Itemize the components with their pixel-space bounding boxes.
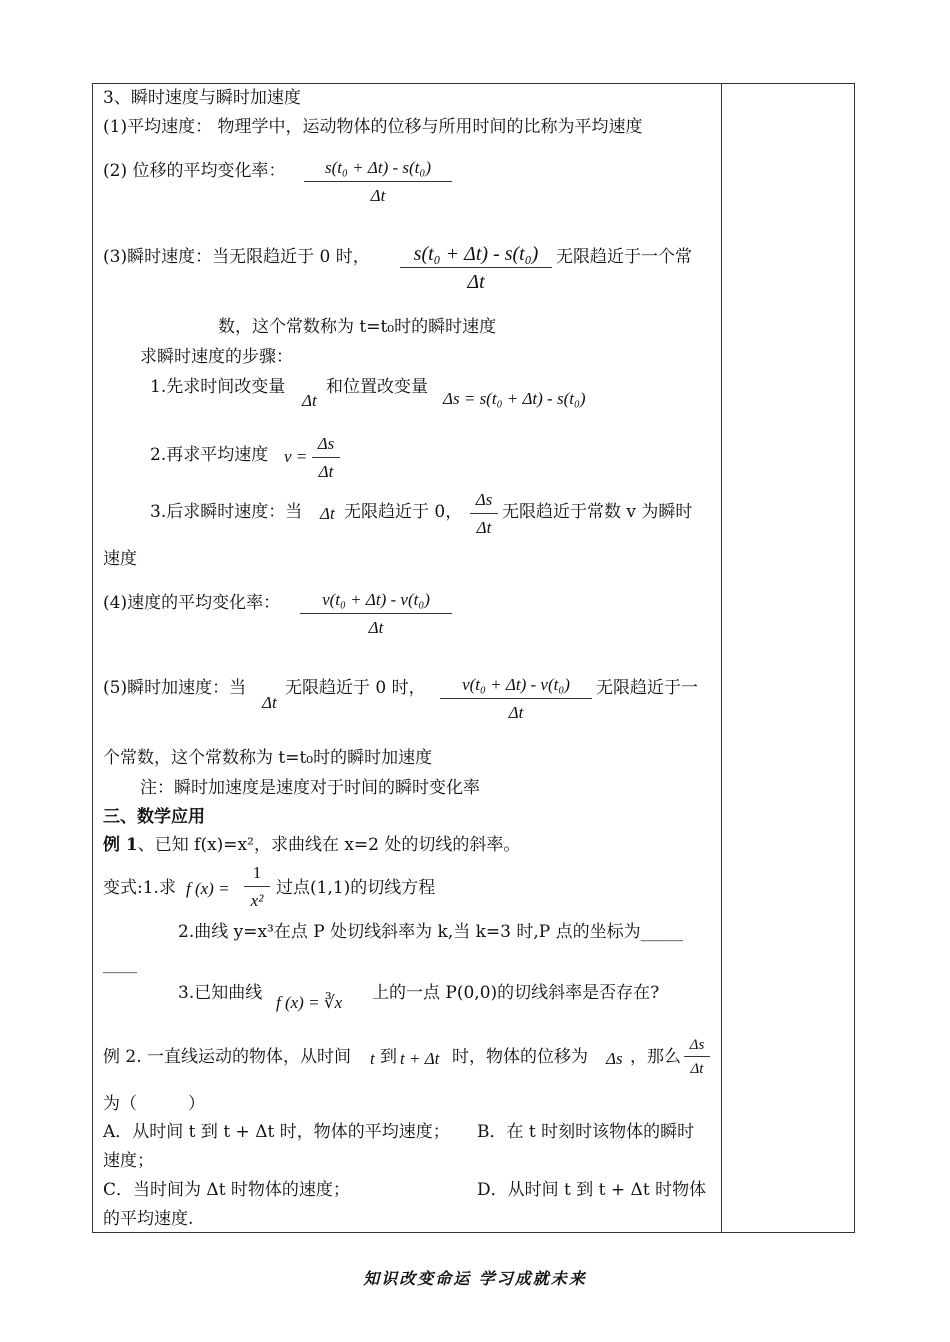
step-3: 3.后求瞬时速度：当: [150, 502, 303, 522]
variant-3-formula: f (x) = ∛x: [276, 993, 343, 1012]
example-2-post: ，那么: [630, 1047, 681, 1067]
fraction-denominator: Δt: [476, 518, 492, 537]
step-1: 1.先求时间改变量: [150, 377, 286, 397]
variant-1-fx: f (x) =: [186, 879, 230, 898]
option-c: C．当时间为 Δt 时物体的速度；: [103, 1180, 350, 1200]
fraction-numerator: s(t₀ + Δt) - s(t₀): [400, 241, 552, 268]
fraction-numerator: v(t₀ + Δt) - v(t₀): [440, 672, 592, 699]
steps-title: 求瞬时速度的步骤：: [140, 347, 293, 367]
fraction-denominator: Δt: [467, 271, 485, 293]
fraction-denominator: Δt: [508, 703, 524, 722]
inst-acc-fraction: [440, 672, 592, 727]
vel-rate-fraction: [300, 587, 452, 642]
inst-acc-post: 无限趋近于一: [596, 678, 698, 698]
step-2-v: v =: [284, 447, 308, 466]
fraction-numerator: v(t₀ + Δt) - v(t₀): [300, 587, 452, 614]
inst-speed-fraction: [400, 241, 552, 296]
avg-speed-def: (1)平均速度： 物理学中，运动物体的位移与所用时间的比称为平均速度: [103, 117, 643, 137]
fraction-denominator: Δt: [690, 1061, 704, 1077]
variant-1-fraction: [244, 860, 270, 915]
option-b-cont: 速度；: [103, 1151, 154, 1171]
variant-2-cont: ____: [103, 954, 137, 974]
app-heading: 三、数学应用: [103, 807, 205, 827]
example-2-to: 到: [380, 1047, 397, 1067]
step-3-fraction: [470, 487, 498, 542]
example-2-t: t: [370, 1049, 375, 1068]
inst-speed-text-cont: 数，这个常数称为 t=t₀时的瞬时速度: [218, 317, 497, 337]
option-b: B．在 t 时刻时该物体的瞬时: [477, 1122, 695, 1142]
variant-1: 变式:1.求: [103, 878, 176, 898]
option-d-cont: 的平均速度.: [103, 1209, 194, 1229]
step-1-formula: Δs = s(t₀ + Δt) - s(t₀): [443, 389, 586, 408]
inst-acc-dt: Δt: [262, 693, 277, 712]
example-2-is: 为（ ）: [103, 1094, 205, 1114]
column-divider: [721, 83, 722, 1233]
step-3-mid: 无限趋近于 0，: [344, 502, 463, 522]
disp-rate-fraction: [304, 155, 452, 210]
fraction-numerator: 1: [244, 860, 270, 887]
step-2: 2.再求平均速度: [150, 445, 269, 465]
example-2-ds: Δs: [606, 1049, 623, 1068]
fraction-numerator: Δs: [684, 1034, 710, 1057]
example-1-text: 、已知 f(x)=x²，求曲线在 x=2 处的切线的斜率。: [137, 835, 521, 855]
example-1-label: 例 1: [103, 835, 138, 855]
inst-speed-text: (3)瞬时速度：当无限趋近于 0 时，: [103, 247, 370, 267]
disp-rate-label: (2) 位移的平均变化率：: [103, 161, 286, 181]
fraction-numerator: Δs: [312, 431, 340, 458]
variant-3: 3.已知曲线: [178, 983, 263, 1003]
step-3-cont: 速度: [103, 549, 137, 569]
section-heading: 3、瞬时速度与瞬时加速度: [103, 88, 301, 108]
fraction-denominator: Δt: [318, 462, 334, 481]
step-1-mid: 和位置改变量: [326, 377, 428, 397]
step-3-post: 无限趋近于常数 v 为瞬时: [502, 502, 693, 522]
option-a: A．从时间 t 到 t + Δt 时，物体的平均速度；: [103, 1122, 450, 1142]
inst-acc-cont: 个常数，这个常数称为 t=t₀时的瞬时加速度: [103, 748, 433, 768]
fraction-numerator: s(t₀ + Δt) - s(t₀): [304, 155, 452, 182]
variant-2: 2.曲线 y=x³在点 P 处切线斜率为 k,当 k=3 时,P 点的坐标为_____: [178, 922, 684, 942]
vel-rate-label: (4)速度的平均变化率：: [103, 593, 281, 613]
note: 注：瞬时加速度是速度对于时间的瞬时变化率: [140, 778, 480, 798]
option-d: D．从时间 t 到 t + Δt 时物体: [477, 1180, 707, 1200]
fraction-denominator: Δt: [370, 186, 386, 205]
inst-acc-text: (5)瞬时加速度：当: [103, 678, 247, 698]
inst-acc-mid: 无限趋近于 0 时，: [285, 678, 426, 698]
step-2-fraction: [312, 431, 340, 486]
page-footer: 知识改变命运 学习成就未来: [363, 1269, 587, 1288]
example-1: [103, 834, 520, 856]
example-2-tdt: t + Δt: [400, 1049, 440, 1068]
step-3-dt: Δt: [320, 504, 335, 523]
fraction-denominator: x²: [250, 891, 264, 910]
inst-speed-text-post: 无限趋近于一个常: [556, 247, 692, 267]
variant-3-post: 上的一点 P(0,0)的切线斜率是否存在?: [372, 983, 660, 1003]
step-1-dt: Δt: [302, 391, 317, 410]
variant-1-post: 过点(1,1)的切线方程: [276, 878, 436, 898]
fraction-numerator: Δs: [470, 487, 498, 514]
fraction-denominator: Δt: [368, 618, 384, 637]
example-2: 例 2. 一直线运动的物体，从时间: [103, 1047, 352, 1067]
example-2-mid: 时，物体的位移为: [452, 1047, 588, 1067]
example-2-fraction: [684, 1034, 710, 1081]
